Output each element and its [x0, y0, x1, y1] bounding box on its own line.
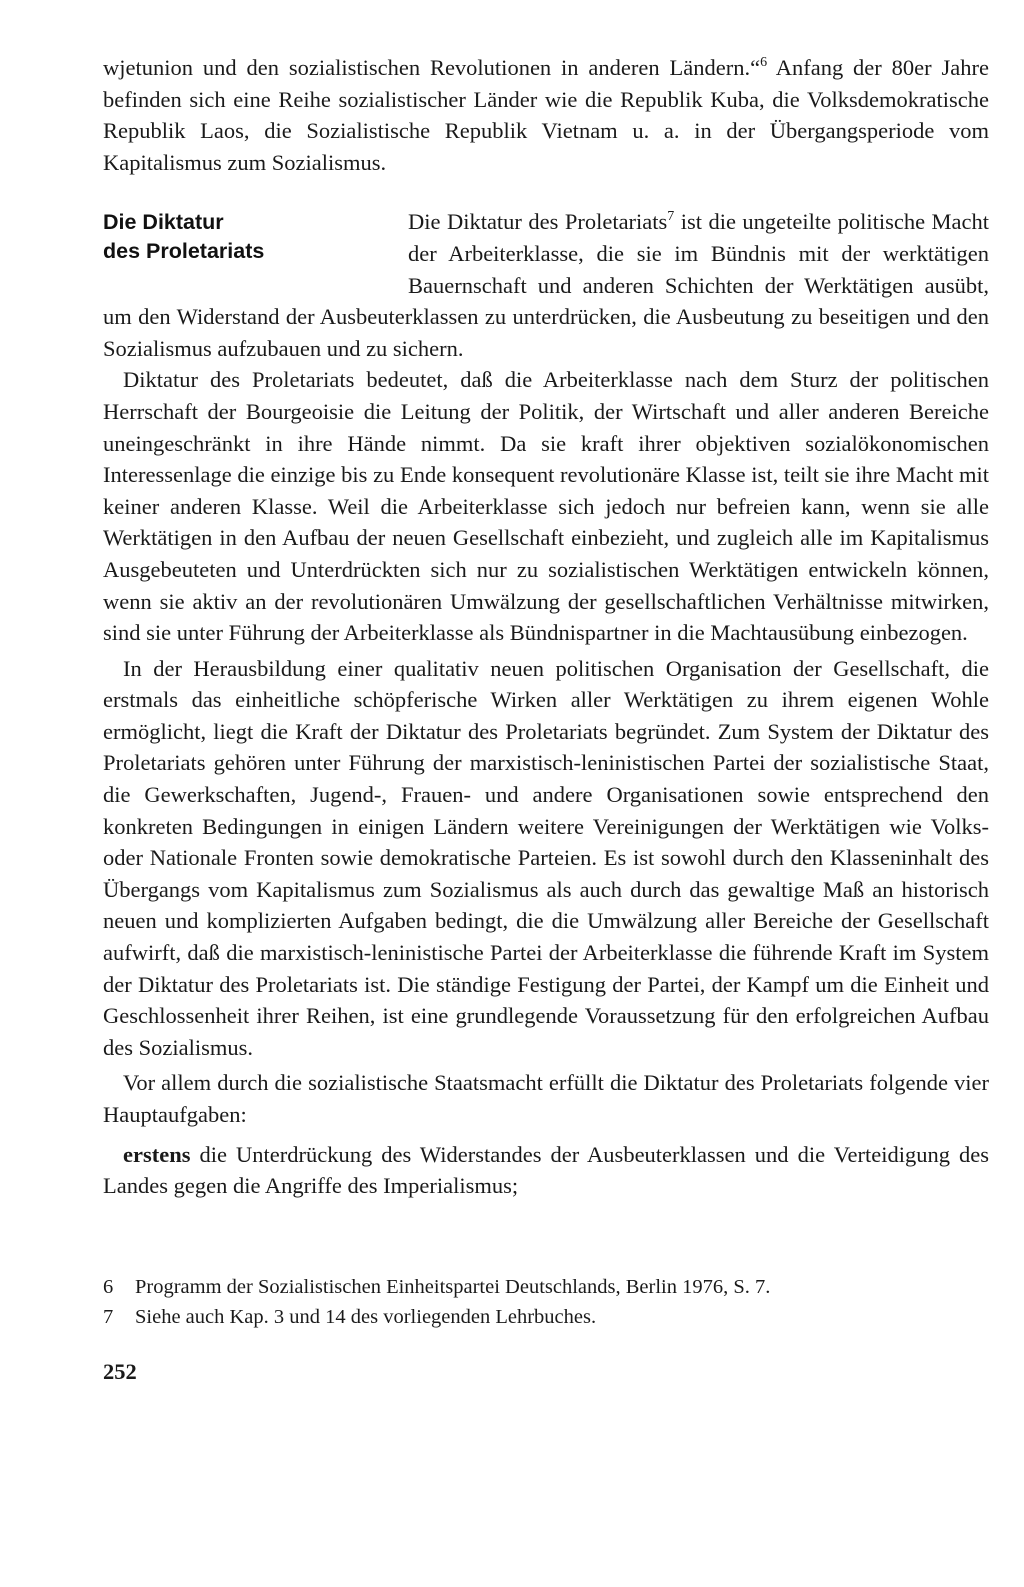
list-item-erstens	[103, 1139, 989, 1202]
footnote-text: Programm der Sozialistischen Einheitspartei Deutschlands, Berlin 1976, S. 7.	[135, 1275, 771, 1298]
section-diktatur	[103, 206, 989, 364]
footnote-ref-7[interactable]: 7	[667, 209, 675, 225]
opening-text-after: Anfang der 80er Jahre befinden sich eine Reihe sozialistischer Länder wie die Republik Kuba, die Volksdemokratische Republik Laos, die Sozialistische Republik Vietnam u. a. in der Übergangsperiode vom Kapitalismus zum Sozialismus.	[103, 55, 989, 175]
spacer	[103, 1202, 989, 1272]
footnote-number: 6	[103, 1275, 114, 1298]
section-heading	[103, 208, 408, 300]
footnote-6	[103, 1272, 989, 1302]
footnote-text: Siehe auch Kap. 3 und 14 des vorliegenden Lehrbuches.	[135, 1305, 597, 1328]
body-paragraph-3: Vor allem durch die sozialistische Staatsmacht erfüllt die Diktatur des Proletariats folgende vier Hauptaufgaben:	[103, 1070, 989, 1127]
page-number: 252	[103, 1358, 137, 1384]
body-paragraph-2: In der Herausbildung einer qualitativ neuen politischen Organisation der Gesellschaft, die erstmals das einheitliche schöpferische Wirken aller Werktätigen zu ihrem eigenen Wohle ermöglicht, liegt die Kraft der Diktatur des Proletariats begründet. Zum System der Diktatur des Proletariats gehören unter Führung der marxistisch-leninistischen Partei der sozialistische Staat, die Gewerkschaften, Jugend-, Frauen- und andere Organisationen sowie entsprechend den konkreten Bedingungen in einigen Ländern weitere Vereinigungen der Werktätigen wie Volks- oder Nationale Fronten sowie demokratische Parteien. Es ist sowohl durch den Klasseninhalt des Übergangs vom Kapitalismus zum Sozialismus als auch durch das gewaltige Maß an historisch neuen und komplizierten Aufgaben bedingt, die die Umwälzung aller Bereiche der Gesellschaft aufwirft, daß die marxistisch-leninistische Partei der Arbeiterklasse die führende Kraft im System der Diktatur des Proletariats ist. Die ständige Festigung der Partei, der Kampf um die Einheit und Geschlossenheit ihrer Reihen, ist eine grundlegende Voraussetzung für den erfolgreichen Aufbau des Sozialismus.	[103, 655, 989, 1060]
section-heading-line-2: des Proletariats	[103, 239, 265, 264]
section-intro-after: ist die ungeteilte politische Macht der Arbeiterklasse, die sie im Bündnis mit der werktätigen Bauernschaft und anderen Schichten der Werktätigen ausübt, um den Widerstand der Ausbeuterklassen zu unterdrücken, die Ausbeutung zu beseitigen und den Sozialismus aufzubauen und zu sichern.	[103, 209, 989, 361]
book-page	[103, 52, 989, 1387]
opening-paragraph	[103, 52, 989, 178]
list-item-label: erstens	[123, 1141, 191, 1167]
footnote-ref-6[interactable]: 6	[760, 55, 768, 70]
opening-text-before: wjetunion und den sozialistischen Revolutionen in anderen Ländern.“	[103, 55, 761, 80]
section-heading-line-1: Die Diktatur	[103, 210, 224, 235]
footnote-7	[103, 1302, 989, 1332]
body-paragraph-1: Diktatur des Proletariats bedeutet, daß die Arbeiterklasse nach dem Sturz der politischen Herrschaft der Bourgeoisie die Leitung der Politik, der Wirtschaft und aller anderen Bereiche uneingeschränkt in ihre Hände nimmt. Da sie kraft ihrer objektiven sozialökonomischen Interessenlage die einzige bis zu Ende konsequent revolutionäre Klasse ist, teilt sie ihre Macht mit keiner anderen Klasse. Weil die Arbeiterklasse sich jedoch nur befreien kann, wenn sie alle Werktätigen in den Aufbau der neuen Gesellschaft einbezieht, und zugleich alle im Kapitalismus Ausgebeuteten und Unterdrückten sich nur zu sozialistischen Werktätigen entwickeln können, wenn sie aktiv an der revolutionären Umwälzung der gesellschaftlichen Verhältnisse mitwirken, sind sie unter Führung der Arbeiterklasse als Bündnispartner in die Machtausübung einbezogen.	[103, 367, 989, 646]
section-intro-before: Die Diktatur des Proletariats	[408, 209, 668, 235]
list-item-text: die Unterdrückung des Widerstandes der Ausbeuterklassen und die Verteidigung des Landes gegen die Angriffe des Imperialismus;	[103, 1141, 989, 1199]
footnote-number: 7	[103, 1305, 114, 1328]
